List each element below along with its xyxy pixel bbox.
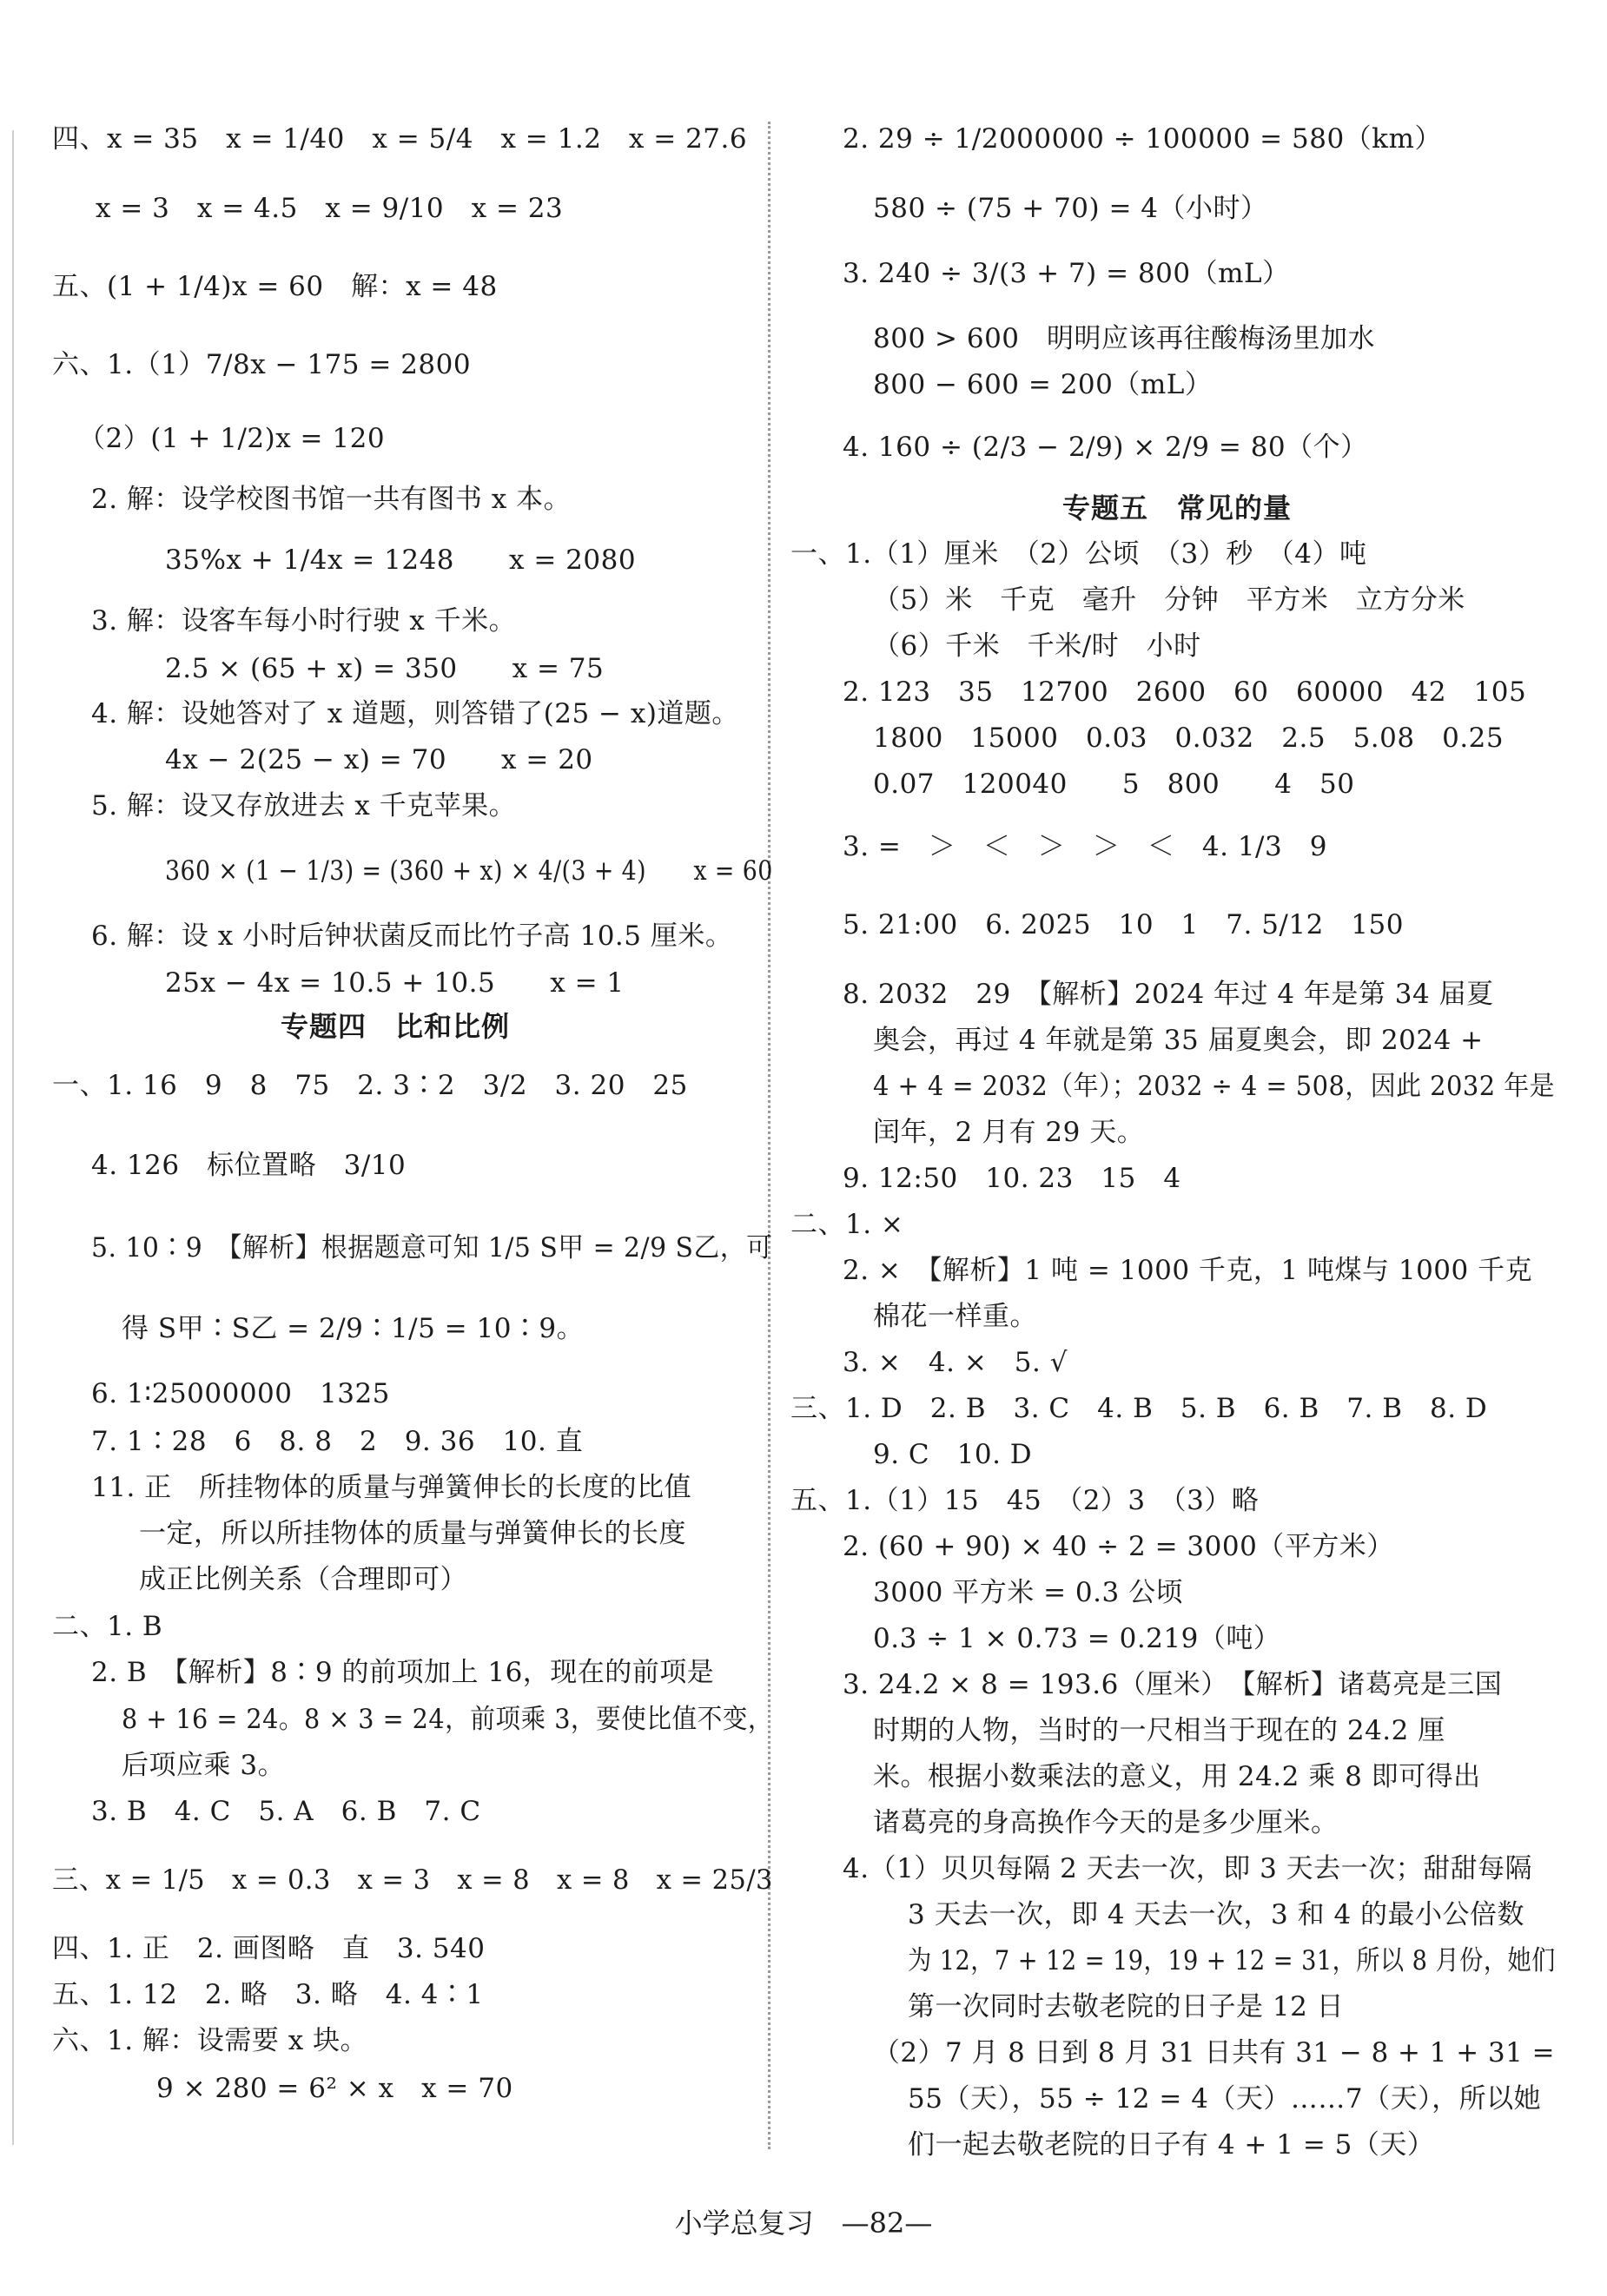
answer-line: 2. B 【解析】8∶9 的前项加上 16，现在的前项是 [91,1657,715,1688]
answer-line: 4. 解：设她答对了 x 道题，则答错了(25 − x)道题。 [91,698,739,729]
answer-line: 5. 10∶9 【解析】根据题意可知 1/5 S甲 = 2/9 S乙，可 [91,1232,773,1263]
answer-line: 一、1. 16 9 8 75 2. 3∶2 3/2 3. 20 25 [52,1070,688,1101]
answer-line: 后项应乘 3。 [122,1750,286,1781]
answer-line: （2）7 月 8 日到 8 月 31 日共有 31 − 8 + 1 + 31 = [873,2037,1556,2068]
answer-line: 2. 29 ÷ 1/2000000 ÷ 100000 = 580（km） [843,123,1442,155]
answer-line: 得 S甲∶S乙 = 2/9∶1/5 = 10∶9。 [122,1313,585,1344]
answer-line: 3. 24.2 × 8 = 193.6（厘米） 【解析】诸葛亮是三国 [843,1669,1503,1700]
answer-line: 四、1. 正 2. 画图略 直 3. 540 [52,1933,486,1964]
answer-line: （6）千米 千米/时 小时 [873,630,1201,662]
answer-line: 9. C 10. D [873,1439,1033,1470]
answer-line: 580 ÷ (75 + 70) = 4（小时） [873,193,1268,224]
answer-line: 2. (60 + 90) × 40 ÷ 2 = 3000（平方米） [843,1531,1394,1562]
answer-line: 11. 正 所挂物体的质量与弹簧伸长的长度的比值 [91,1472,692,1503]
answer-line: 们一起去敬老院的日子有 4 + 1 = 5（天） [908,2129,1435,2161]
answer-line: 5. 21:00 6. 2025 10 1 7. 5/12 150 [843,909,1404,940]
answer-line: 1800 15000 0.03 0.032 2.5 5.08 0.25 [873,722,1504,754]
answer-line: 3. × 4. × 5. √ [843,1347,1068,1378]
answer-line: 35%x + 1/4x = 1248 x = 2080 [165,544,637,576]
answer-line: 800 − 600 = 200（mL） [873,369,1213,400]
answer-line: 3 天去一次，即 4 天去一次，3 和 4 的最小公倍数 [908,1899,1525,1930]
answer-line: 2. 123 35 12700 2600 60 60000 42 105 [843,676,1527,708]
answer-line: 闰年，2 月有 29 天。 [873,1117,1145,1148]
answer-line: 棉花一样重。 [873,1301,1037,1332]
answer-line: 五、1.（1）15 45 （2）3 （3）略 [790,1485,1260,1516]
answer-line: 第一次同时去敬老院的日子是 12 日 [908,1991,1345,2022]
answer-line: 360 × (1 − 1/3) = (360 + x) × 4/(3 + 4) x = 60 [165,855,773,887]
answer-line: 六、1. 解：设需要 x 块。 [52,2025,368,2056]
answer-line: 5. 解：设又存放进去 x 千克苹果。 [91,790,517,821]
answer-line: 成正比例关系（合理即可） [139,1564,467,1595]
answer-line: 奥会，再过 4 年就是第 35 届夏奥会，即 2024 + [873,1025,1484,1056]
answer-line: 五、1. 12 2. 略 3. 略 4. 4∶1 [52,1979,484,2010]
answer-line: 2. × 【解析】1 吨 = 1000 千克，1 吨煤与 1000 千克 [843,1255,1533,1286]
answer-line: 时期的人物，当时的一尺相当于现在的 24.2 厘 [873,1715,1445,1746]
answer-line: 6. 1∶25000000 1325 [91,1378,390,1409]
answer-line: 二、1. B [52,1611,163,1642]
answer-line: 为 12，7 + 12 = 19，19 + 12 = 31，所以 8 月份，她们 [908,1945,1556,1976]
page-footer: 小学总复习 —82— [674,2207,933,2240]
answer-line: （2）(1 + 1/2)x = 120 [78,423,386,454]
answer-line: 9 × 280 = 6² × x x = 70 [156,2073,513,2104]
answer-line: 2.5 × (65 + x) = 350 x = 75 [165,653,605,684]
answer-line: 一、1.（1）厘米 （2）公顷 （3）秒 （4）吨 [790,538,1367,570]
section-title: 专题五 常见的量 [1061,492,1292,525]
answer-line: 8 + 16 = 24。8 × 3 = 24，前项乘 3，要使比值不变， [122,1704,774,1735]
answer-line: 3000 平方米 = 0.3 公顷 [873,1577,1184,1608]
answer-line: 800 > 600 明明应该再往酸梅汤里加水 [873,323,1376,354]
answer-line: 7. 1∶28 6 8. 8 2 9. 36 10. 直 [91,1426,584,1457]
answer-line: 4. 126 标位置略 3/10 [91,1150,407,1181]
section-title: 专题四 比和比例 [280,1010,510,1043]
answer-line: 诸葛亮的身高换作今天的是多少厘米。 [873,1807,1339,1838]
answer-line: 六、1.（1）7/8x − 175 = 2800 [52,349,472,380]
answer-line: 0.07 120040 5 800 4 50 [873,769,1355,800]
answer-line: 五、(1 + 1/4)x = 60 解：x = 48 [52,271,498,302]
answer-line: 4.（1）贝贝每隔 2 天去一次，即 3 天去一次；甜甜每隔 [843,1853,1533,1884]
page-edge-line [12,130,14,2145]
answer-line: 4. 160 ÷ (2/3 − 2/9) × 2/9 = 80（个） [843,432,1368,463]
answer-line: 3. B 4. C 5. A 6. B 7. C [91,1796,481,1827]
answer-line: x = 3 x = 4.5 x = 9/10 x = 23 [96,193,564,224]
answer-line: 三、1. D 2. B 3. C 4. B 5. B 6. B 7. B 8. D [790,1393,1488,1424]
answer-line: 0.3 ÷ 1 × 0.73 = 0.219（吨） [873,1623,1281,1654]
answer-line: 二、1. × [790,1209,904,1240]
answer-line: 25x − 4x = 10.5 + 10.5 x = 1 [165,967,625,999]
answer-line: 三、x = 1/5 x = 0.3 x = 3 x = 8 x = 8 x = 25/3 [52,1864,773,1896]
answer-line: 一定，所以所挂物体的质量与弹簧伸长的长度 [139,1518,686,1549]
answer-line: 3. 解：设客车每小时行驶 x 千米。 [91,605,517,637]
answer-line: 3. = ＞ ＜ ＞ ＞ ＜ 4. 1/3 9 [843,831,1327,862]
answer-line: 4x − 2(25 − x) = 70 x = 20 [165,744,593,775]
answer-line: 米。根据小数乘法的意义，用 24.2 乘 8 即可得出 [873,1761,1481,1792]
answer-line: 四、x = 35 x = 1/40 x = 5/4 x = 1.2 x = 27.6 [52,123,748,155]
answer-line: 55（天），55 ÷ 12 = 4（天）……7（天），所以她 [908,2083,1542,2115]
answer-line: 9. 12:50 10. 23 15 4 [843,1163,1181,1194]
answer-line: 2. 解：设学校图书馆一共有图书 x 本。 [91,484,572,515]
answer-line: 6. 解：设 x 小时后钟状菌反而比竹子高 10.5 厘米。 [91,920,733,952]
answer-line: 3. 240 ÷ 3/(3 + 7) = 800（mL） [843,258,1290,289]
answer-line: （5）米 千克 毫升 分钟 平方米 立方分米 [873,584,1465,616]
answer-line: 4 + 4 = 2032（年）；2032 ÷ 4 = 508，因此 2032 年是 [873,1071,1556,1102]
answer-line: 8. 2032 29 【解析】2024 年过 4 年是第 34 届夏 [843,979,1494,1010]
column-divider [768,122,770,2149]
